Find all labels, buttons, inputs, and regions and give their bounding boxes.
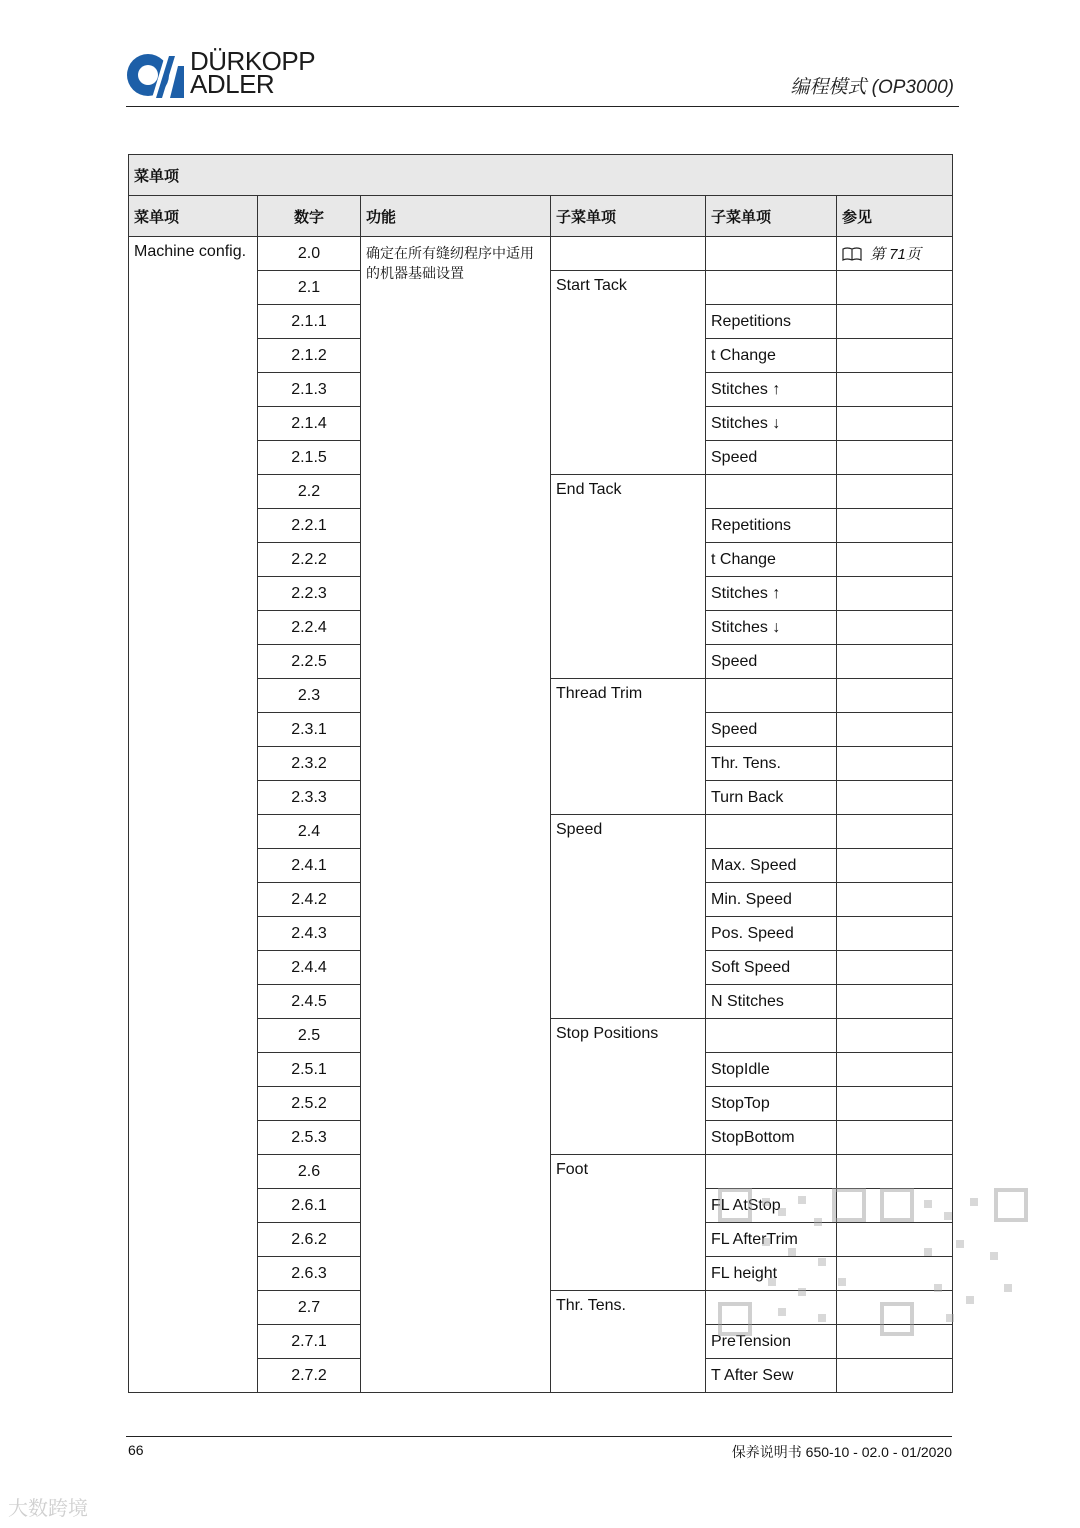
reference-cell — [837, 747, 953, 781]
number-cell: 2.1.2 — [258, 339, 361, 373]
submenu-2-cell — [706, 679, 837, 713]
number-cell: 2.6.3 — [258, 1257, 361, 1291]
number-cell: 2.0 — [258, 237, 361, 271]
submenu-2-cell: Repetitions — [706, 305, 837, 339]
number-cell: 2.7 — [258, 1291, 361, 1325]
number-cell: 2.4.2 — [258, 883, 361, 917]
number-cell: 2.4.5 — [258, 985, 361, 1019]
submenu-2-cell: Max. Speed — [706, 849, 837, 883]
book-icon — [842, 247, 862, 261]
reference-cell — [837, 305, 953, 339]
number-cell: 2.3.1 — [258, 713, 361, 747]
number-cell: 2.3 — [258, 679, 361, 713]
submenu-2-cell: FL height — [706, 1257, 837, 1291]
number-cell: 2.2.4 — [258, 611, 361, 645]
submenu-2-cell — [706, 1019, 837, 1053]
table-title-row — [129, 155, 953, 196]
col-header-reference: 参见 — [837, 196, 953, 237]
reference-cell[interactable] — [837, 237, 953, 271]
number-cell: 2.1.5 — [258, 441, 361, 475]
submenu-2-cell — [706, 237, 837, 271]
number-cell: 2.3.2 — [258, 747, 361, 781]
reference-cell — [837, 1053, 953, 1087]
number-cell: 2.3.3 — [258, 781, 361, 815]
submenu-group-cell: Foot — [551, 1155, 706, 1291]
reference-cell — [837, 883, 953, 917]
submenu-2-cell: PreTension — [706, 1325, 837, 1359]
number-cell: 2.6.2 — [258, 1223, 361, 1257]
number-cell: 2.5 — [258, 1019, 361, 1053]
reference-cell — [837, 781, 953, 815]
submenu-2-cell: StopBottom — [706, 1121, 837, 1155]
number-cell: 2.2 — [258, 475, 361, 509]
reference-cell — [837, 1121, 953, 1155]
submenu-2-cell: FL AtStop — [706, 1189, 837, 1223]
number-cell: 2.4.4 — [258, 951, 361, 985]
brand-line-1: DÜRKOPP — [190, 46, 316, 76]
submenu-2-cell — [706, 271, 837, 305]
table-title: 菜单项 — [129, 155, 953, 196]
page-number: 66 — [128, 1442, 144, 1458]
col-header-submenu: 子菜单项 — [551, 196, 706, 237]
submenu-2-cell: Pos. Speed — [706, 917, 837, 951]
brand-line-2: ADLER — [190, 69, 275, 99]
submenu-2-cell: T After Sew — [706, 1359, 837, 1393]
submenu-2-cell: StopIdle — [706, 1053, 837, 1087]
number-cell: 2.5.3 — [258, 1121, 361, 1155]
submenu-2-cell: Min. Speed — [706, 883, 837, 917]
watermark-qr-code-2 — [880, 1188, 1028, 1336]
submenu-group-cell: Thr. Tens. — [551, 1291, 706, 1393]
table-header-row — [129, 196, 953, 237]
function-cell: 确定在所有缝纫程序中适用的机器基础设置 — [361, 237, 551, 1393]
submenu-2-cell: Stitches ↑ — [706, 577, 837, 611]
col-header-menu-item: 菜单项 — [129, 196, 258, 237]
submenu-2-cell: StopTop — [706, 1087, 837, 1121]
reference-cell — [837, 645, 953, 679]
reference-cell — [837, 339, 953, 373]
reference-cell — [837, 611, 953, 645]
submenu-2-cell — [706, 815, 837, 849]
submenu-group-cell: End Tack — [551, 475, 706, 679]
submenu-2-cell: Speed — [706, 645, 837, 679]
reference-cell — [837, 271, 953, 305]
submenu-group-cell: Stop Positions — [551, 1019, 706, 1155]
reference-cell — [837, 679, 953, 713]
reference-cell — [837, 509, 953, 543]
reference-cell — [837, 373, 953, 407]
reference-cell — [837, 407, 953, 441]
submenu-2-cell: Speed — [706, 441, 837, 475]
reference-link[interactable]: 第 71页 — [870, 246, 921, 263]
table-row — [129, 237, 953, 271]
submenu-2-cell: Stitches ↓ — [706, 407, 837, 441]
brand-name — [190, 46, 316, 99]
reference-cell — [837, 713, 953, 747]
reference-cell — [837, 849, 953, 883]
number-cell: 2.4 — [258, 815, 361, 849]
number-cell: 2.1.1 — [258, 305, 361, 339]
reference-cell — [837, 1087, 953, 1121]
submenu-2-cell — [706, 475, 837, 509]
submenu-group-cell: Start Tack — [551, 271, 706, 475]
brand-logo-icon — [126, 52, 184, 98]
brand-logo — [126, 46, 326, 102]
reference-cell — [837, 815, 953, 849]
number-cell: 2.6 — [258, 1155, 361, 1189]
watermark-text: 大数跨境 — [8, 1496, 88, 1520]
col-header-function: 功能 — [361, 196, 551, 237]
number-cell: 2.5.2 — [258, 1087, 361, 1121]
number-cell: 2.4.1 — [258, 849, 361, 883]
number-cell: 2.1.3 — [258, 373, 361, 407]
submenu-2-cell: t Change — [706, 543, 837, 577]
submenu-2-cell: Soft Speed — [706, 951, 837, 985]
reference-cell — [837, 543, 953, 577]
reference-cell — [837, 475, 953, 509]
number-cell: 2.2.1 — [258, 509, 361, 543]
col-header-submenu-2: 子菜单项 — [706, 196, 837, 237]
number-cell: 2.5.1 — [258, 1053, 361, 1087]
submenu-2-cell: Speed — [706, 713, 837, 747]
submenu-2-cell: Thr. Tens. — [706, 747, 837, 781]
section-title: 编程模式 (OP3000) — [790, 77, 954, 98]
reference-cell — [837, 577, 953, 611]
submenu-group-cell: Speed — [551, 815, 706, 1019]
submenu-2-cell: t Change — [706, 339, 837, 373]
header-divider — [126, 106, 959, 107]
reference-cell — [837, 1359, 953, 1393]
submenu-group-cell: Thread Trim — [551, 679, 706, 815]
number-cell: 2.1.4 — [258, 407, 361, 441]
number-cell: 2.6.1 — [258, 1189, 361, 1223]
submenu-2-cell: Turn Back — [706, 781, 837, 815]
menu-item-cell: Machine config. — [129, 237, 258, 1393]
number-cell: 2.2.3 — [258, 577, 361, 611]
submenu-2-cell: N Stitches — [706, 985, 837, 1019]
submenu-2-cell — [706, 1155, 837, 1189]
submenu-2-cell: FL AfterTrim — [706, 1223, 837, 1257]
number-cell: 2.1 — [258, 271, 361, 305]
number-cell: 2.4.3 — [258, 917, 361, 951]
reference-cell — [837, 1019, 953, 1053]
reference-cell — [837, 951, 953, 985]
footer-divider — [126, 1436, 952, 1437]
document-reference: 保养说明书 650-10 - 02.0 - 01/2020 — [731, 1444, 952, 1460]
reference-cell — [837, 985, 953, 1019]
reference-cell — [837, 1155, 953, 1189]
submenu-2-cell: Stitches ↓ — [706, 611, 837, 645]
number-cell: 2.2.5 — [258, 645, 361, 679]
number-cell: 2.7.2 — [258, 1359, 361, 1393]
number-cell: 2.2.2 — [258, 543, 361, 577]
submenu-cell — [551, 237, 706, 271]
submenu-2-cell: Stitches ↑ — [706, 373, 837, 407]
reference-cell — [837, 917, 953, 951]
col-header-number: 数字 — [258, 196, 361, 237]
number-cell: 2.7.1 — [258, 1325, 361, 1359]
submenu-2-cell: Repetitions — [706, 509, 837, 543]
reference-cell — [837, 441, 953, 475]
watermark-qr-code — [718, 1188, 866, 1336]
